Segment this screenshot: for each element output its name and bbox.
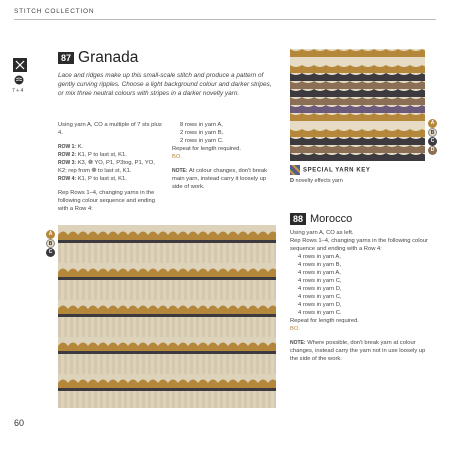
sequence-line: 4 rows in yarn C. <box>298 310 342 316</box>
yarn-key-a: A <box>428 119 437 128</box>
yarn-key-c: C <box>46 248 55 257</box>
morocco-body: Using yarn A, CO as left. Rep Rows 1–4, changing yarns in the following colour sequence and ending with a Row 4: 4 rows in yarn A, 4 rows in yarn B, 4 rows in yarn A, 4 rows in yarn C, 4 rows in yarn D, 4 rows in yarn C, 4 rows in yarn D, 4 rows in yarn C. Repeat for length required. BO. <box>290 229 430 333</box>
repeat-length: Repeat for length required. <box>290 318 359 324</box>
yarn-key-a: A <box>46 230 55 239</box>
morocco-swatch-image <box>290 49 425 161</box>
instructions-column-1 <box>58 121 163 219</box>
row-instruction: ROW 2: K1, P to last st, K1. <box>58 152 127 158</box>
sequence-line: 4 rows in yarn C, <box>298 294 342 300</box>
pattern-intro: Lace and ridges make up this small-scale stitch and produce a pattern of gently curving ripples. Choose a light background colour and darker stripes, or mix three neutral colours with stripes in a darker novelty yarn. <box>58 72 272 97</box>
yarn-key-d: D <box>428 146 437 155</box>
sequence-line: 4 rows in yarn C, <box>298 278 342 284</box>
pattern-name: Morocco <box>310 212 353 225</box>
yarn-ball-icon <box>14 75 24 85</box>
repeat-length: Repeat for length required. <box>172 146 241 152</box>
sequence-line: 8 rows in yarn A, <box>180 122 223 128</box>
sequence-line: 4 rows in yarn D, <box>298 302 342 308</box>
colour-sequence <box>172 121 277 161</box>
knitting-needles-icon <box>13 58 27 72</box>
level-indicator: 7 + 4 <box>12 88 24 94</box>
note: NOTE: Where possible, don't break yarn at colour changes, instead carry the yarn not in use loosely up the side of the work. <box>290 340 426 362</box>
header-rule <box>14 19 436 20</box>
sequence-line: 2 rows in yarn B, <box>180 130 224 136</box>
bind-off: BO. <box>172 154 182 160</box>
yarn-key-b: B <box>428 128 437 137</box>
pattern-number-badge: 87 <box>58 52 74 64</box>
row-instruction: ROW 4: K1, P to last st, K1. <box>58 176 127 182</box>
row-instruction: ROW 1: K. <box>58 144 84 150</box>
special-yarn-key: SPECIAL YARN KEY D novelty effects yarn <box>290 165 430 184</box>
yarn-key-c: C <box>428 137 437 146</box>
cast-on-instruction: Using yarn A, CO a multiple of 7 sts plus 4. <box>58 122 162 136</box>
novelty-yarn-swatch-icon <box>290 165 300 175</box>
granada-swatch-image <box>58 225 276 408</box>
bind-off: BO. <box>290 326 300 332</box>
sequence-line: 4 rows in yarn A, <box>298 254 341 260</box>
morocco-instructions <box>290 229 430 369</box>
section-header: STITCH COLLECTION <box>14 8 95 15</box>
page-number: 60 <box>14 418 25 428</box>
pattern-name: Granada <box>78 49 139 66</box>
sequence-line: 4 rows in yarn A, <box>298 270 341 276</box>
note: NOTE: At colour changes, don't break main yarn, instead carry it loosely up side of work. <box>172 168 267 190</box>
sequence-line: 2 rows in yarn C. <box>180 138 224 144</box>
sequence-line: 4 rows in yarn D, <box>298 286 342 292</box>
pattern-title-granada <box>58 49 138 67</box>
row-instruction: ROW 3: K3, ❁ YO, P1, P3tog, P1, YO, K2; rep from ❁ to last st, K1. <box>58 160 155 174</box>
pattern-title-morocco <box>290 210 352 228</box>
sequence-line: 4 rows in yarn B, <box>298 262 342 268</box>
yarn-key-b: B <box>46 239 55 248</box>
pattern-number-badge: 88 <box>290 213 306 225</box>
repeat-instruction: Rep Rows 1–4, changing yarns in the following colour sequence and ending with a Row 4: <box>58 190 156 212</box>
row-instructions <box>58 143 163 183</box>
instructions-column-2 <box>172 121 277 197</box>
